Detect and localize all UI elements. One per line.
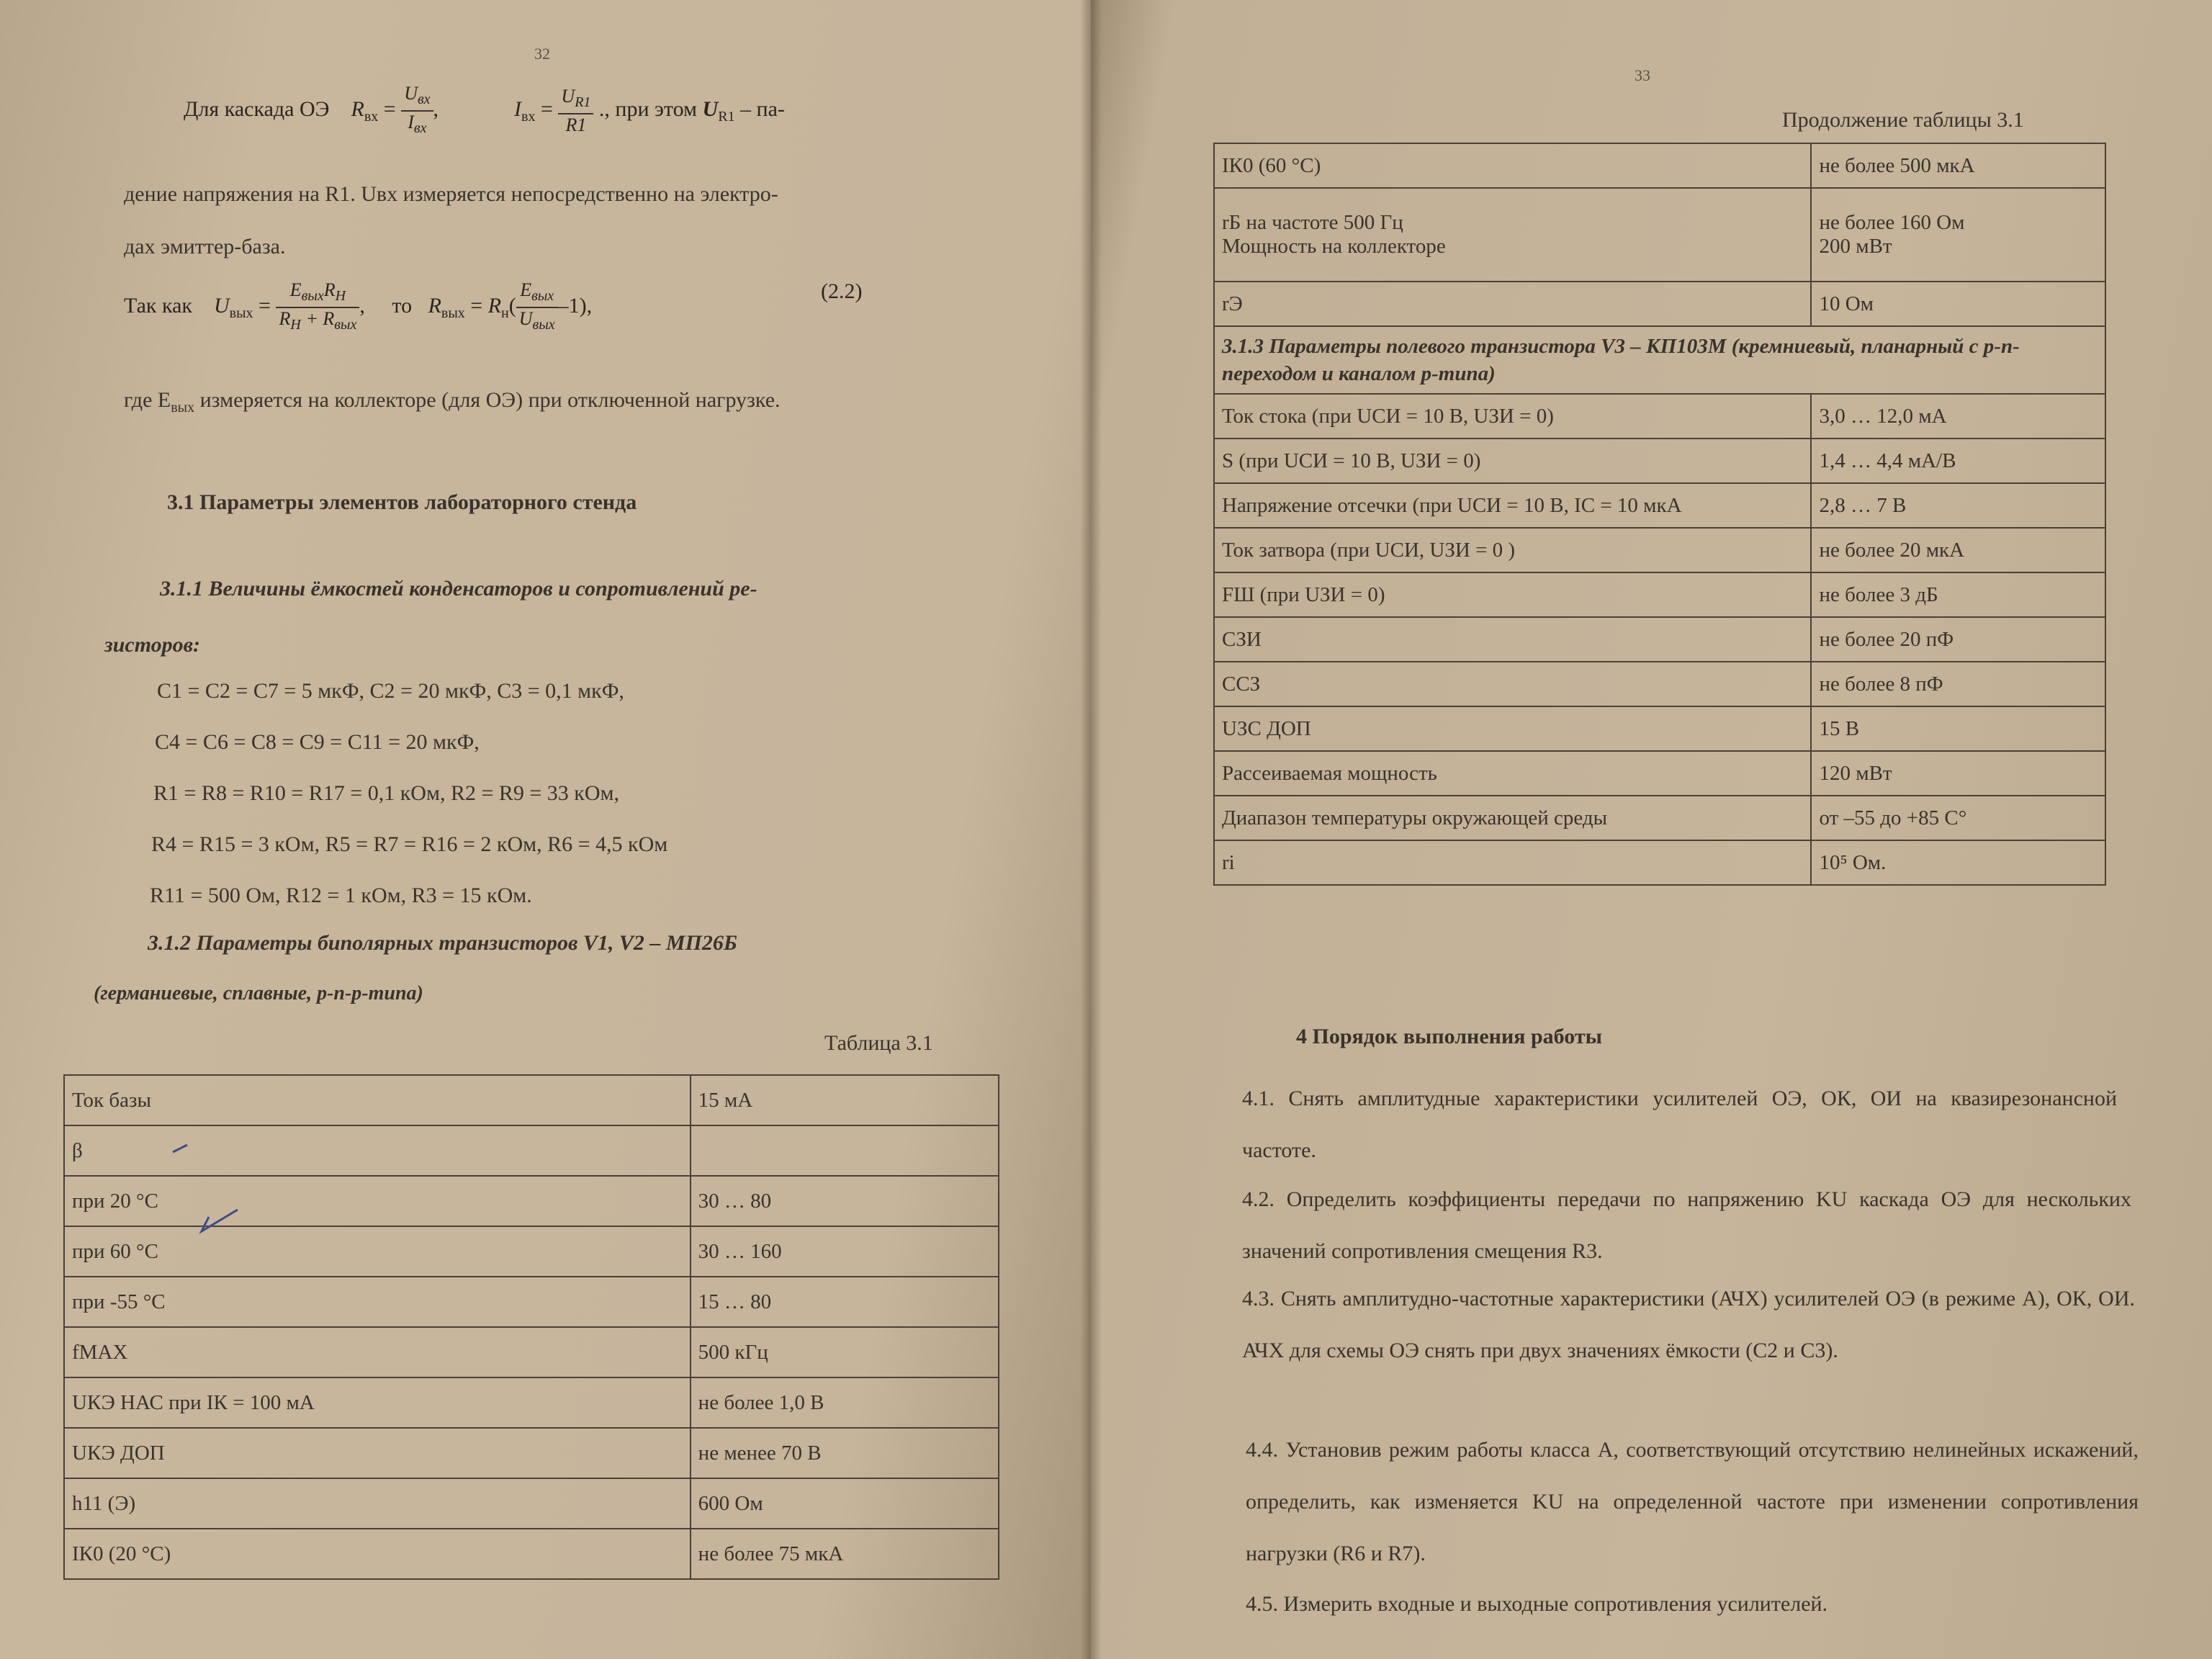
table-3-1-continued [1213, 143, 2106, 886]
rvyh-symbol: R [428, 294, 441, 318]
intro-line-3: дах эмиттер-база. [124, 235, 286, 258]
param-cell: при -55 °C [64, 1277, 691, 1327]
values-line-5: R11 = 500 Ом, R12 = 1 кОм, R3 = 15 кОм. [150, 884, 532, 907]
ivx-symbol: I [514, 97, 522, 122]
uvyh-sub: вых [229, 305, 253, 322]
page-number: 33 [1635, 66, 1650, 84]
param-cell: β [64, 1125, 691, 1176]
value-cell: 10 Ом [1811, 282, 2105, 326]
values-line-3: R1 = R8 = R10 = R17 = 0,1 кОм, R2 = R9 = 33 кОм, [153, 781, 620, 805]
uvyh-symbol: U [213, 294, 230, 318]
value-cell: 600 Ом [691, 1478, 999, 1529]
value-cell: от –55 до +85 C° [1811, 796, 2105, 840]
param-cell: при 60 °C [64, 1226, 691, 1277]
ur1-tail: U [702, 97, 719, 122]
evyh-num: E [289, 279, 302, 300]
uvx-num: U [404, 83, 418, 104]
param-cell: fМАХ [64, 1327, 691, 1377]
section-3-1-2-heading-cont: (германиевые, сплавные, p-n-p-типа) [94, 982, 423, 1004]
value-cell: не более 20 пФ [1811, 617, 2105, 662]
values-line-2: C4 = C6 = C8 = C9 = C11 = 20 мкФ, [155, 730, 480, 754]
table-row [1214, 188, 2105, 282]
left-page [0, 0, 1091, 1659]
value-cell [691, 1125, 999, 1176]
param-cell: S (при UСИ = 10 В, UЗИ = 0) [1214, 439, 1811, 483]
table-row [64, 1478, 999, 1529]
rn-symbol: R [487, 294, 502, 318]
param-cell: IК0 (60 °C) [1214, 143, 1811, 188]
ivx-fraction [558, 86, 593, 136]
section-4-heading: 4 Порядок выполнения работы [1296, 1025, 1603, 1048]
param-cell: UКЭ НАС при IК = 100 мА [64, 1377, 691, 1428]
value-cell: 3,0 … 12,0 мА [1811, 394, 2105, 439]
book-gutter [1080, 0, 1102, 1659]
rvyh-den: R [323, 308, 335, 330]
value-cell: 10⁵ Ом. [1811, 840, 2105, 885]
table-row [1214, 751, 2105, 796]
param-cell: FШ (при UЗИ = 0) [1214, 572, 1811, 617]
rn-den-sub: Н [290, 317, 301, 333]
minus-one: –1), [557, 294, 593, 318]
where-line [124, 387, 781, 421]
param-cell: UЗС ДОП [1214, 706, 1811, 751]
values-line-4: R4 = R15 = 3 кОм, R5 = R7 = R16 = 2 кОм, R6 = 4,5 кОм [151, 832, 668, 856]
rvx-fraction [401, 83, 433, 139]
param-cell: ri [1214, 840, 1811, 885]
ivx-sub: вх [521, 109, 536, 125]
value-cell: 15 … 80 [691, 1277, 999, 1327]
step-4-5: 4.5. Измерить входные и выходные сопротивления усилителей. [1246, 1592, 1828, 1616]
intro-tail: – па- [740, 97, 785, 122]
ur1-num: U [561, 86, 575, 107]
ivx-den-sub: вх [413, 120, 427, 137]
value-cell: не более 3 дБ [1811, 572, 2105, 617]
inner-num: E [520, 279, 532, 300]
page-number: 32 [534, 45, 550, 63]
table-row [1214, 528, 2105, 572]
value-cell: 2,8 … 7 В [1811, 483, 2105, 528]
values-line-1: C1 = C2 = C7 = 5 мкФ, C2 = 20 мкФ, C3 = 0,1 мкФ, [157, 679, 624, 703]
table-caption: Таблица 3.1 [824, 1031, 933, 1055]
table-row [1214, 439, 2105, 483]
table-row [1214, 483, 2105, 528]
where-prefix: где E [124, 388, 171, 412]
table-row [1214, 796, 2105, 840]
value-cell: 500 кГц [691, 1327, 999, 1377]
rvyh-sub: вых [441, 305, 465, 322]
formula-2-2: Так как $U_{вых}$ = $\frac{E_{вых}R_Н}{R_Н + R_{вых}}$ , то $R_{вых} = R_н$( $\frac{E_{вых}}{U_{вых}}$ –1), [124, 279, 592, 336]
value-cell: не более 500 мкА [1811, 143, 2105, 188]
inner-num-sub: вых [531, 288, 554, 305]
rvyh-den-sub: вых [334, 317, 357, 333]
uvyh-fraction [276, 279, 359, 336]
value-cell: не менее 70 В [691, 1428, 999, 1478]
table-row [64, 1075, 999, 1125]
step-4-1: 4.1. Снять амплитудные характеристики усилителей ОЭ, ОК, ОИ на квазирезонансной частоте. [1242, 1087, 2117, 1162]
value-cell: 120 мВт [1811, 751, 2105, 796]
rvx-symbol: R [351, 97, 364, 122]
table-row [64, 1327, 999, 1377]
param-cell: IК0 (20 °C) [64, 1529, 691, 1579]
r1-den: R1 [565, 114, 587, 136]
param-cell: UКЭ ДОП [64, 1428, 691, 1478]
value-cell: не более 1,0 В [691, 1377, 999, 1428]
uvx-num-sub: вх [417, 91, 431, 108]
param-cell: Ток стока (при UСИ = 10 В, UЗИ = 0) [1214, 394, 1811, 439]
equation-number: (2.2) [821, 279, 863, 303]
table-row [1214, 662, 2105, 706]
table-row [1214, 394, 2105, 439]
param-cell: Ток затвора (при UСИ, UЗИ = 0 ) [1214, 528, 1811, 572]
section-3-1-heading: 3.1 Параметры элементов лабораторного стенда [167, 490, 637, 514]
intro-formula-line: Для каскада ОЭ $R_{вх}$ = $\frac{U_{вх}}{I_{вх}}$ , $I_{вх}$ = $\frac{U_{R1}}{R1}$ ., при этом $U_{R1} - па-$ [184, 83, 785, 139]
param-cell: Рассеиваемая мощность [1214, 751, 1811, 796]
fet-section-heading: 3.1.3 Параметры полевого транзистора V3 – КП103М (кремниевый, планарный с p-n-переходом и каналом p-типа) [1214, 326, 2105, 394]
intro-line-2: дение напряжения на R1. Uвх измеряется непосредственно на электро- [124, 182, 778, 206]
table-row [64, 1529, 999, 1579]
section-3-1-2-heading: 3.1.2 Параметры биполярных транзисторов V1, V2 – МП26Б [148, 931, 737, 955]
rn-num-sub: Н [335, 288, 346, 305]
step-4-3: 4.3. Снять амплитудно-частотные характеристики (АЧХ) усилителей ОЭ (в режиме А), ОК, ОИ. АЧХ для схемы ОЭ снять при двух значениях ёмкости (C2 и C3). [1242, 1287, 2135, 1362]
table-row [1214, 143, 2105, 188]
table-row [1214, 282, 2105, 326]
value-cell: не более 160 Ом 200 мВт [1811, 188, 2105, 282]
table-row [1214, 706, 2105, 751]
param-cell: Напряжение отсечки (при UСИ = 10 В, IС = 10 мкА [1214, 483, 1811, 528]
right-page [1091, 0, 2212, 1659]
param-cell: rБ на частоте 500 Гц Мощность на коллекторе [1214, 188, 1811, 282]
formula-prefix: Так как [124, 294, 192, 318]
inner-den: U [518, 308, 533, 330]
table-row [64, 1277, 999, 1327]
pencil-mark [158, 1138, 259, 1253]
table-row [64, 1428, 999, 1478]
value-cell: не более 75 мкА [691, 1529, 999, 1579]
table-row [1214, 572, 2105, 617]
plus-sign: + [305, 308, 318, 330]
param-cell: Диапазон температуры окружающей среды [1214, 796, 1811, 840]
table-section-row [1214, 326, 2105, 394]
ur1-tail-sub: R1 [718, 109, 735, 125]
value-cell: 15 В [1811, 706, 2105, 751]
inner-fraction [516, 279, 558, 336]
intro-prefix: Для каскада ОЭ [184, 97, 330, 122]
formula-then: то [392, 294, 413, 318]
rvx-sub: вх [364, 109, 379, 125]
rn-num: R [323, 279, 336, 300]
value-cell: 15 мА [691, 1075, 999, 1125]
step-4-2: 4.2. Определить коэффициенты передачи по напряжению KU каскада ОЭ для нескольких значений сопротивления смещения R3. [1242, 1187, 2131, 1263]
where-rest: измеряется на коллекторе (для ОЭ) при отключенной нагрузке. [199, 388, 781, 412]
value-cell: 1,4 … 4,4 мА/В [1811, 439, 2105, 483]
table-row [1214, 840, 2105, 885]
value-cell: 30 … 80 [691, 1176, 999, 1226]
section-3-1-1-heading: 3.1.1 Величины ёмкостей конденсаторов и сопротивлений ре- [160, 577, 757, 601]
section-3-1-1-heading-cont: зисторов: [104, 633, 201, 657]
ivx-den: I [408, 112, 414, 133]
intro-suffix: ., при этом [598, 97, 698, 122]
param-cell: CСЗ [1214, 662, 1811, 706]
value-cell: не более 20 мкА [1811, 528, 2105, 572]
param-cell: CЗИ [1214, 617, 1811, 662]
param-cell: h11 (Э) [64, 1478, 691, 1529]
param-cell: Ток базы [64, 1075, 691, 1125]
rn-den: R [279, 308, 291, 330]
table-row [64, 1377, 999, 1428]
value-cell: 30 … 160 [691, 1226, 999, 1277]
value-cell: не более 8 пФ [1811, 662, 2105, 706]
param-cell: при 20 °C [64, 1176, 691, 1226]
where-sub: вых [171, 400, 195, 415]
evyh-num-sub: вых [301, 288, 324, 305]
step-4-4: 4.4. Установив режим работы класса А, соответствующий отсутствию нелинейных искажений, определить, как изменяется KU на определенной частоте при изменении сопротивления нагрузки (R6 и R7). [1246, 1438, 2139, 1565]
rn-sub: н [501, 305, 509, 322]
inner-den-sub: вых [532, 317, 555, 333]
param-cell: rЭ [1214, 282, 1811, 326]
ur1-num-sub: R1 [575, 94, 591, 111]
continuation-caption: Продолжение таблицы 3.1 [1782, 108, 2024, 132]
table-row [1214, 617, 2105, 662]
